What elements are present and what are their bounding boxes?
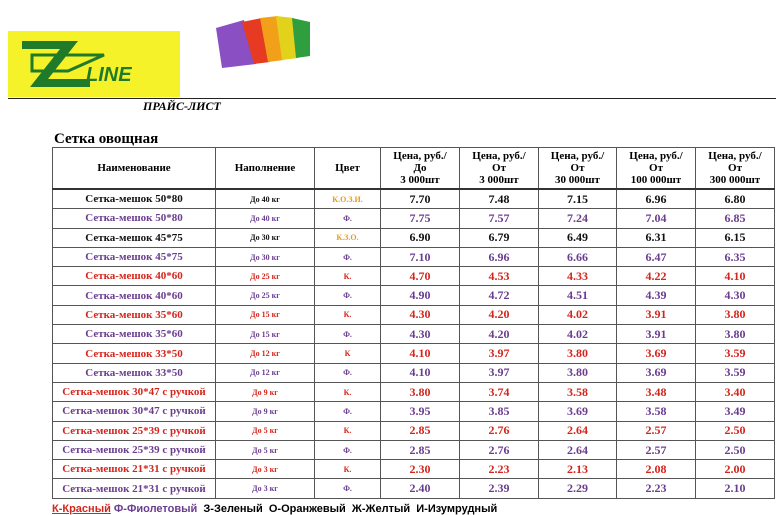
- product-photo-mesh-bags: [214, 14, 314, 70]
- table-row: [53, 421, 775, 440]
- price-cell: 3.58: [539, 382, 617, 401]
- table-header-cell: Наполнение: [216, 148, 315, 190]
- price-cell: 6.85: [696, 209, 775, 228]
- header-divider: [8, 98, 776, 99]
- fill-capacity-cell: До 5 кг: [216, 440, 315, 459]
- fill-capacity-cell: До 9 кг: [216, 402, 315, 421]
- color-code-cell: К.: [315, 382, 381, 401]
- price-cell: 3.58: [617, 402, 696, 421]
- product-name-cell: Сетка-мешок 45*75: [53, 247, 216, 266]
- table-row: [53, 209, 775, 228]
- fill-capacity-cell: До 15 кг: [216, 305, 315, 324]
- price-cell: 3.85: [460, 402, 539, 421]
- product-name-cell: Сетка-мешок 21*31 с ручкой: [53, 460, 216, 479]
- price-cell: 7.04: [617, 209, 696, 228]
- price-cell: 4.30: [381, 305, 460, 324]
- fill-capacity-cell: До 15 кг: [216, 325, 315, 344]
- table-row: [53, 363, 775, 382]
- table-row: [53, 189, 775, 209]
- price-cell: 3.74: [460, 382, 539, 401]
- price-cell: 3.49: [696, 402, 775, 421]
- color-code-cell: Ф.: [315, 209, 381, 228]
- fill-capacity-cell: До 3 кг: [216, 460, 315, 479]
- company-logo: [8, 31, 180, 97]
- table-row: [53, 247, 775, 266]
- table-row: [53, 228, 775, 247]
- price-cell: 6.96: [460, 247, 539, 266]
- table-row: [53, 267, 775, 286]
- price-cell: 3.48: [617, 382, 696, 401]
- price-cell: 6.47: [617, 247, 696, 266]
- table-header-cell: Наименование: [53, 148, 216, 190]
- price-cell: 3.91: [617, 305, 696, 324]
- product-name-cell: Сетка-мешок 25*39 с ручкой: [53, 421, 216, 440]
- fill-capacity-cell: До 12 кг: [216, 363, 315, 382]
- color-code-cell: Ф.: [315, 286, 381, 305]
- price-cell: 2.64: [539, 421, 617, 440]
- price-cell: 2.00: [696, 460, 775, 479]
- color-code-cell: Ф.: [315, 363, 381, 382]
- price-cell: 3.40: [696, 382, 775, 401]
- color-code-cell: Ф.: [315, 247, 381, 266]
- price-cell: 6.79: [460, 228, 539, 247]
- color-code-cell: Ф.: [315, 402, 381, 421]
- table-header-cell: Цена, руб./ От 30 000шт: [539, 148, 617, 190]
- product-name-cell: Сетка-мешок 50*80: [53, 209, 216, 228]
- color-code-cell: К: [315, 344, 381, 363]
- fill-capacity-cell: До 9 кг: [216, 382, 315, 401]
- price-cell: 7.57: [460, 209, 539, 228]
- price-cell: 2.10: [696, 479, 775, 498]
- color-code-cell: К.З.О.: [315, 228, 381, 247]
- product-name-cell: Сетка-мешок 40*60: [53, 267, 216, 286]
- price-cell: 4.33: [539, 267, 617, 286]
- price-cell: 3.69: [539, 402, 617, 421]
- price-cell: 7.70: [381, 189, 460, 209]
- fill-capacity-cell: До 5 кг: [216, 421, 315, 440]
- color-code-cell: Ф.: [315, 440, 381, 459]
- price-cell: 2.85: [381, 421, 460, 440]
- fill-capacity-cell: До 30 кг: [216, 228, 315, 247]
- price-cell: 7.75: [381, 209, 460, 228]
- table-row: [53, 479, 775, 498]
- price-table: [52, 147, 775, 499]
- price-cell: 3.80: [381, 382, 460, 401]
- table-row: [53, 440, 775, 459]
- fill-capacity-cell: До 30 кг: [216, 247, 315, 266]
- price-cell: 4.20: [460, 305, 539, 324]
- color-code-cell: К.: [315, 421, 381, 440]
- price-cell: 4.10: [381, 363, 460, 382]
- price-cell: 4.02: [539, 305, 617, 324]
- price-cell: 6.49: [539, 228, 617, 247]
- legend-red: К-Красный: [52, 503, 111, 515]
- price-cell: 6.90: [381, 228, 460, 247]
- price-cell: 6.96: [617, 189, 696, 209]
- price-cell: 3.80: [539, 344, 617, 363]
- section-title: Сетка овощная: [54, 131, 159, 147]
- table-header-row: [53, 148, 775, 190]
- logo-text: LINE: [86, 64, 132, 86]
- product-name-cell: Сетка-мешок 35*60: [53, 305, 216, 324]
- legend-green: З-Зеленый: [203, 503, 263, 515]
- price-cell: 4.39: [617, 286, 696, 305]
- legend-emerald: И-Изумрудный: [416, 503, 498, 515]
- price-cell: 2.64: [539, 440, 617, 459]
- price-cell: 7.24: [539, 209, 617, 228]
- price-cell: 2.29: [539, 479, 617, 498]
- price-cell: 6.31: [617, 228, 696, 247]
- fill-capacity-cell: До 40 кг: [216, 209, 315, 228]
- price-cell: 6.80: [696, 189, 775, 209]
- price-cell: 3.95: [381, 402, 460, 421]
- color-legend: [52, 503, 497, 515]
- price-cell: 2.76: [460, 440, 539, 459]
- price-cell: 2.50: [696, 421, 775, 440]
- price-cell: 2.50: [696, 440, 775, 459]
- color-code-cell: Ф.: [315, 479, 381, 498]
- price-cell: 3.97: [460, 363, 539, 382]
- price-cell: 6.15: [696, 228, 775, 247]
- price-cell: 2.39: [460, 479, 539, 498]
- price-cell: 4.51: [539, 286, 617, 305]
- table-row: [53, 402, 775, 421]
- legend-orange: О-Оранжевый: [268, 503, 346, 515]
- price-cell: 4.02: [539, 325, 617, 344]
- table-row: [53, 382, 775, 401]
- color-code-cell: К.: [315, 460, 381, 479]
- product-name-cell: Сетка-мешок 50*80: [53, 189, 216, 209]
- document-title: ПРАЙС-ЛИСТ: [143, 99, 221, 113]
- price-cell: 3.97: [460, 344, 539, 363]
- price-cell: 3.80: [696, 325, 775, 344]
- product-name-cell: Сетка-мешок 45*75: [53, 228, 216, 247]
- product-name-cell: Сетка-мешок 33*50: [53, 344, 216, 363]
- price-cell: 6.35: [696, 247, 775, 266]
- table-row: [53, 305, 775, 324]
- table-row: [53, 344, 775, 363]
- price-cell: 4.70: [381, 267, 460, 286]
- price-cell: 4.20: [460, 325, 539, 344]
- price-cell: 4.90: [381, 286, 460, 305]
- price-cell: 4.10: [381, 344, 460, 363]
- price-cell: 3.80: [696, 305, 775, 324]
- price-cell: 3.69: [617, 363, 696, 382]
- price-cell: 2.85: [381, 440, 460, 459]
- legend-yellow: Ж-Желтый: [351, 503, 411, 515]
- price-cell: 2.13: [539, 460, 617, 479]
- table-row: [53, 460, 775, 479]
- price-cell: 6.66: [539, 247, 617, 266]
- price-cell: 2.08: [617, 460, 696, 479]
- price-cell: 4.53: [460, 267, 539, 286]
- product-name-cell: Сетка-мешок 40*60: [53, 286, 216, 305]
- price-cell: 3.69: [617, 344, 696, 363]
- fill-capacity-cell: До 25 кг: [216, 267, 315, 286]
- price-cell: 3.80: [539, 363, 617, 382]
- product-name-cell: Сетка-мешок 21*31 с ручкой: [53, 479, 216, 498]
- price-cell: 2.23: [617, 479, 696, 498]
- product-name-cell: Сетка-мешок 30*47 с ручкой: [53, 402, 216, 421]
- price-cell: 2.57: [617, 440, 696, 459]
- price-cell: 7.15: [539, 189, 617, 209]
- color-code-cell: Ф.: [315, 325, 381, 344]
- price-cell: 4.72: [460, 286, 539, 305]
- table-header-cell: Цена, руб./ До 3 000шт: [381, 148, 460, 190]
- price-cell: 2.30: [381, 460, 460, 479]
- price-cell: 3.59: [696, 363, 775, 382]
- fill-capacity-cell: До 40 кг: [216, 189, 315, 209]
- price-cell: 3.91: [617, 325, 696, 344]
- product-name-cell: Сетка-мешок 35*60: [53, 325, 216, 344]
- fill-capacity-cell: До 12 кг: [216, 344, 315, 363]
- product-name-cell: Сетка-мешок 33*50: [53, 363, 216, 382]
- product-name-cell: Сетка-мешок 30*47 с ручкой: [53, 382, 216, 401]
- price-cell: 2.57: [617, 421, 696, 440]
- price-cell: 2.76: [460, 421, 539, 440]
- table-header-cell: Цвет: [315, 148, 381, 190]
- price-cell: 4.30: [696, 286, 775, 305]
- table-row: [53, 286, 775, 305]
- table-header-cell: Цена, руб./ От 3 000шт: [460, 148, 539, 190]
- table-row: [53, 325, 775, 344]
- table-header-cell: Цена, руб./ От 100 000шт: [617, 148, 696, 190]
- table-header-cell: Цена, руб./ От 300 000шт: [696, 148, 775, 190]
- color-code-cell: К.О.З.И.: [315, 189, 381, 209]
- price-cell: 2.40: [381, 479, 460, 498]
- fill-capacity-cell: До 25 кг: [216, 286, 315, 305]
- color-code-cell: К.: [315, 305, 381, 324]
- price-cell: 3.59: [696, 344, 775, 363]
- product-name-cell: Сетка-мешок 25*39 с ручкой: [53, 440, 216, 459]
- price-cell: 4.30: [381, 325, 460, 344]
- color-code-cell: К.: [315, 267, 381, 286]
- price-cell: 4.22: [617, 267, 696, 286]
- price-cell: 7.48: [460, 189, 539, 209]
- price-cell: 7.10: [381, 247, 460, 266]
- price-cell: 4.10: [696, 267, 775, 286]
- fill-capacity-cell: До 3 кг: [216, 479, 315, 498]
- legend-violet: Ф-Фиолетовый: [113, 503, 198, 515]
- price-cell: 2.23: [460, 460, 539, 479]
